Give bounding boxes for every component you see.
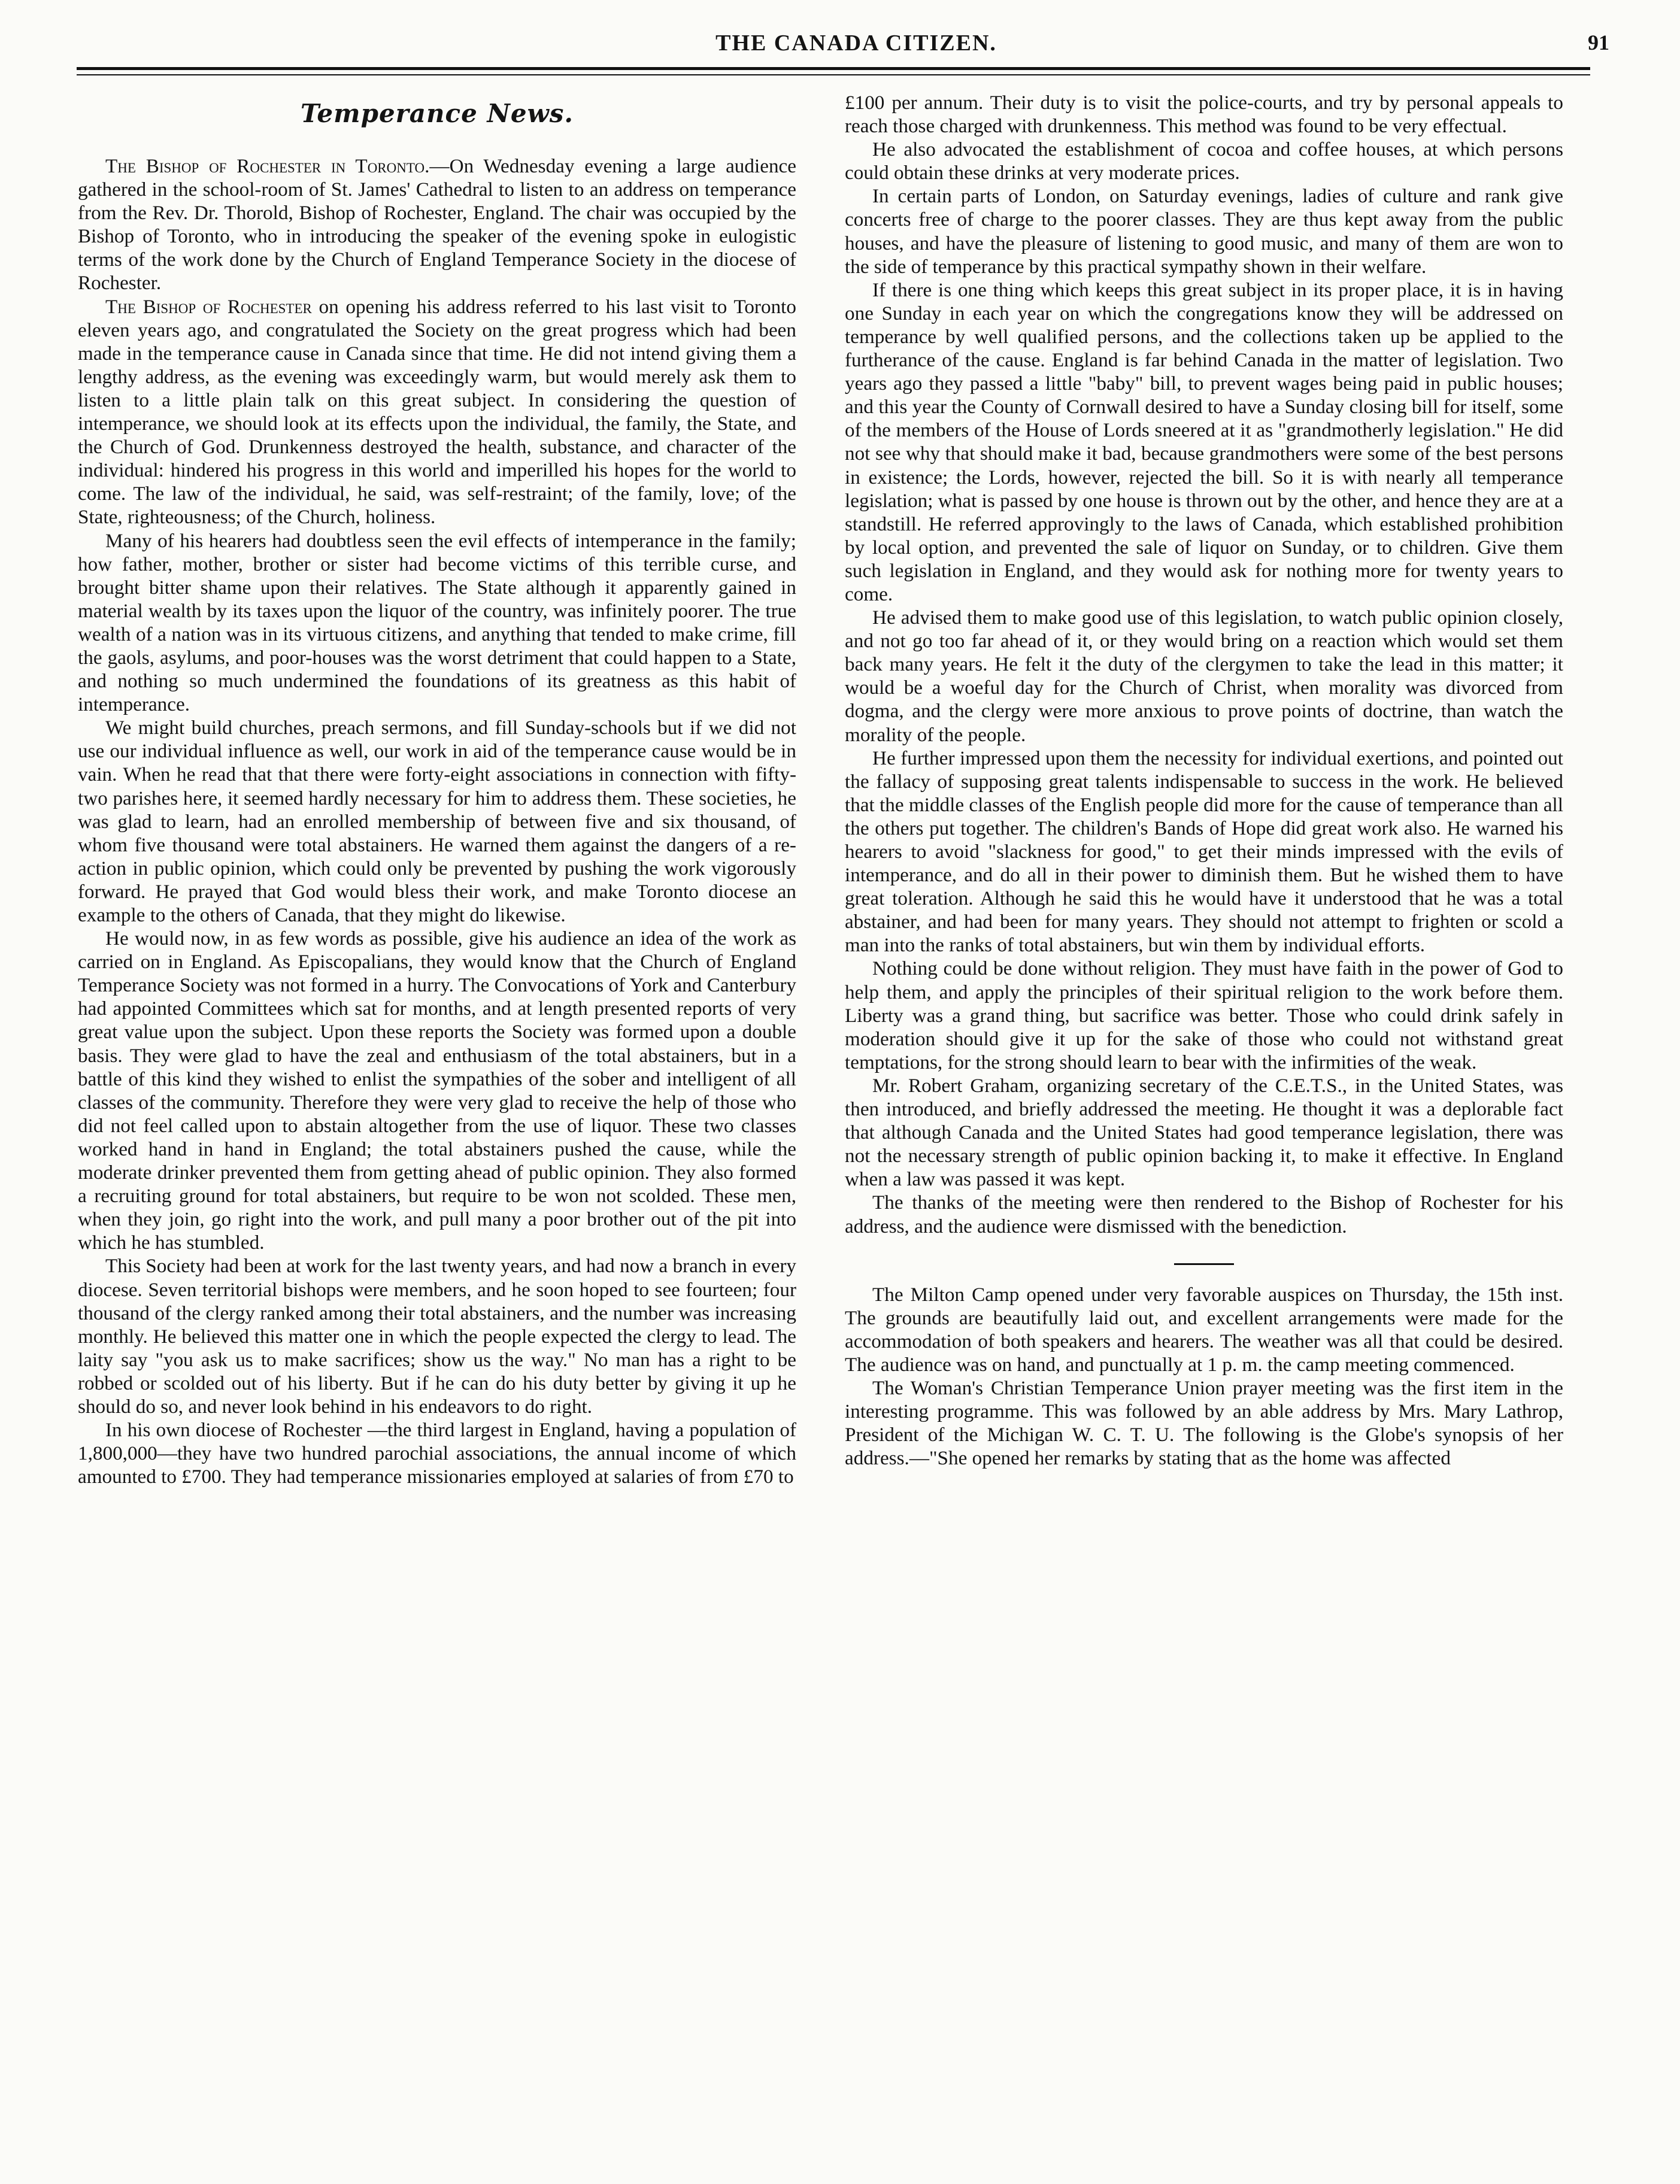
article-paragraph: The Woman's Christian Temperance Union prayer meeting was the first item in the interesting programme. This was followed by an able address by Mrs. Mary Lathrop, President of the Michigan W. C. T. U. The following is the Globe's synopsis of her address.—"She opened her remarks by stating that as the home was affected — [845, 1376, 1563, 1470]
paragraph-body: —On Wednesday evening a large audience gathered in the school-room of St. James' Cathedral to listen to an address on temperance from the Rev. Dr. Thorold, Bishop of Rochester, England. The chair was occupied by the Bishop of Toronto, who in introducing the speaker of the evening spoke in eulogistic terms of the work done by the Church of England Temperance Society in the diocese of Rochester. — [78, 155, 797, 295]
article-paragraph: £100 per annum. Their duty is to visit the police-courts, and try by personal appeals to reach those charged with drunkenness. This method was found to be very effectual. — [845, 92, 1563, 138]
article-paragraph: In his own diocese of Rochester —the third largest in England, having a population of 1,800,000—they have two hundred parochial associations, the annual income of which amounted to £700. They had temperance missionaries employed at salaries of from £70 to — [78, 1419, 796, 1488]
article-paragraph — [78, 154, 796, 295]
right-column — [845, 91, 1563, 1470]
article-paragraph — [78, 295, 796, 529]
journal-title: THE CANADA CITIZEN. — [715, 31, 997, 56]
article-paragraph: Nothing could be done without religion. They must have faith in the power of God to help them, and apply the principles of their spiritual religion to the work before them. Liberty was a grand thing, but sacrifice was better. Those who could drink safely in moderation should give it up for the sake of those who could not withstand great temptations, for the strong should learn to bear with the infirmities of the weak. — [845, 957, 1563, 1073]
paragraph-body: on opening his address referred to his last visit to Toronto eleven years ago, and congratulated the Society on the great progress which had been made in the temperance cause in Canada since that time. He did not intend giving them a lengthy address, as the evening was exceedingly warm, but would merely ask them to listen to a little plain talk on this great subject. In considering the question of intemperance, we should look at its effects upon the individual, the family, the State, and the Church of God. Drunkenness destroyed the health, substance, and character of the individual: hindered his progress in this world and imperilled his hopes for the world to come. The law of the individual, he said, was self-restraint; of the family, love; of the State, righteousness; of the Church, holiness. — [78, 295, 796, 529]
article-paragraph: He advised them to make good use of this legislation, to watch public opinion closely, and not go too far ahead of it, or they would bring on a reaction which would set them back many years. He felt it the duty of the clergymen to take the lead in this matter; it would be a woeful day for the Church of Christ, when morality was divorced from dogma, and the clergy were more anxious to prove points of doctrine, than watch the morality of the people. — [845, 606, 1563, 746]
article-paragraph: This Society had been at work for the last twenty years, and had now a branch in every diocese. Seven territorial bishops were members, and he soon hoped to see fourteen; four thousand of the clergy ranked among their total abstainers, and the number was increasing monthly. He believed this matter one in which the people expected the clergy to lead. The laity say "you ask us to make sacrifices; show us the way." No man has a right to be robbed or scolded out of his liberty. But if he can do his duty better by giving it up he should do so, and never look behind in his endeavors to do right. — [78, 1255, 796, 1418]
paragraph-lead: The Bishop of Rochester — [105, 295, 312, 318]
section-divider — [1174, 1263, 1234, 1265]
article-paragraph: Mr. Robert Graham, organizing secretary of the C.E.T.S., in the United States, was then introduced, and briefly addressed the meeting. He thought it was a deplorable fact that although Canada and the United States had good temperance legislation, there was not the necessary strength of public opinion backing it, to make it effective. In England when a law was passed it was kept. — [845, 1074, 1563, 1191]
article-paragraph: If there is one thing which keeps this great subject in its proper place, it is in having one Sunday in each year on which the congregations know they will be addressed on temperance by well qualified persons, and the collections taken up be applied to the furtherance of the cause. England is far behind Canada in the matter of legislation. Two years ago they passed a little "baby" bill, to prevent wages being paid in public houses; and this year the County of Cornwall desired to have a Sunday closing bill for itself, some of the members of the House of Lords sneered at it as "grandmotherly legislation." He did not see why that should make it bad, because grandmothers were some of the best persons in existence; the Lords, however, rejected the bill. So it is with nearly all temperance legislation; what is passed by one house is thrown out by the other, and hence they are at a standstill. He referred approvingly to the laws of Canada, which established prohibition by local option, and prevented the sale of liquor on Sunday, or to children. Give them such legislation in England, and they would ask for nothing more for twenty years to come. — [845, 278, 1563, 605]
article-paragraph: He also advocated the establishment of cocoa and coffee houses, at which persons could obtain these drinks at very moderate prices. — [845, 138, 1563, 184]
left-column — [78, 91, 796, 1488]
article-paragraph: In certain parts of London, on Saturday evenings, ladies of culture and rank give concerts free of charge to the poorer classes. They are thus kept away from the public houses, and have the pleasure of listening to good music, and many of them are won to the side of temperance by this practical sympathy shown in their welfare. — [845, 185, 1563, 278]
page-number: 91 — [1588, 31, 1609, 54]
article-paragraph: He further impressed upon them the necessity for individual exertions, and pointed out the fallacy of supposing great talents indispensable to success in the work. He believed that the middle classes of the English people did more for the cause of temperance than all the others put together. The children's Bands of Hope did great work also. He warned his hearers to avoid "slackness for good," to get their minds impressed with the evils of intemperance, and do all in their power to diminish them. But he wished them to have great toleration. Although he said this he would have it understood that he was a total abstainer, and had been for many years. They should not attempt to frighten or scold a man into the ranks of total abstainers, but win them by individual efforts. — [845, 747, 1563, 957]
article-paragraph: The thanks of the meeting were then rendered to the Bishop of Rochester for his address, and the audience were dismissed with the benediction. — [845, 1191, 1563, 1237]
article-paragraph: He would now, in as few words as possible, give his audience an idea of the work as carried on in England. As Episcopalians, they would know that the Church of England Temperance Society was not formed in a hurry. The Convocations of York and Canterbury had appointed Committees which sat for months, and at length presented reports of very great value upon the subject. Upon these reports the Society was formed upon a double basis. They were glad to have the zeal and enthusiasm of the total abstainers, but in a battle of this kind they wished to enlist the sympathies of the sober and intelligent of all classes of the community. Therefore they were very glad to receive the help of those who did not feel called upon to abstain altogether from the use of liquor. These two classes worked hand in hand in England; the total abstainers pushed the cause, while the moderate drinker prevented them from getting ahead of public opinion. They also formed a recruiting ground for total abstainers, but require to be won not scolded. These men, when they join, go right into the work, and pull many a poor brother out of the pit into which he has stumbled. — [78, 927, 796, 1254]
article-paragraph: The Milton Camp opened under very favorable auspices on Thursday, the 15th inst. The grounds are beautifully laid out, and excellent arrangements were made for the accommodation of both speakers and hearers. The weather was all that could be desired. The audience was on hand, and punctually at 1 p. m. the camp meeting commenced. — [845, 1283, 1563, 1376]
section-title: Temperance News. — [300, 99, 574, 128]
article-paragraph: Many of his hearers had doubtless seen the evil effects of intemperance in the family; how father, mother, brother or sister had become victims of this terrible curse, and brought bitter shame upon their relatives. The State although it apparently gained in material wealth by its taxes upon the liquor of the country, was infinitely poorer. The true wealth of a nation was in its virtuous citizens, and anything that tended to make crime, fill the gaols, asylums, and poor-houses was the worst detriment that could happen to a State, and nothing so much undermined the foundations of its greatness as this habit of intemperance. — [78, 529, 796, 716]
header-rule-thick — [77, 67, 1590, 70]
article-paragraph: We might build churches, preach sermons, and fill Sunday-schools but if we did not use our individual influence as well, our work in aid of the temperance cause would be in vain. When he read that that there were forty-eight associations in connection with fifty-two parishes here, it seemed hardly necessary for him to address them. These societies, he was glad to learn, had an enrolled membership of between five and six thousand, of whom five thousand were total abstainers. He warned them against the dangers of a re-action in public opinion, which could only be prevented by pushing the work vigorously forward. He prayed that God would bless their work, and make Toronto diocese an example to the others of Canada, that they might do likewise. — [78, 717, 796, 926]
paragraph-lead: The Bishop of Rochester in Toronto. — [105, 155, 430, 177]
running-header — [0, 7, 1680, 55]
header-rule-thin — [77, 74, 1590, 75]
